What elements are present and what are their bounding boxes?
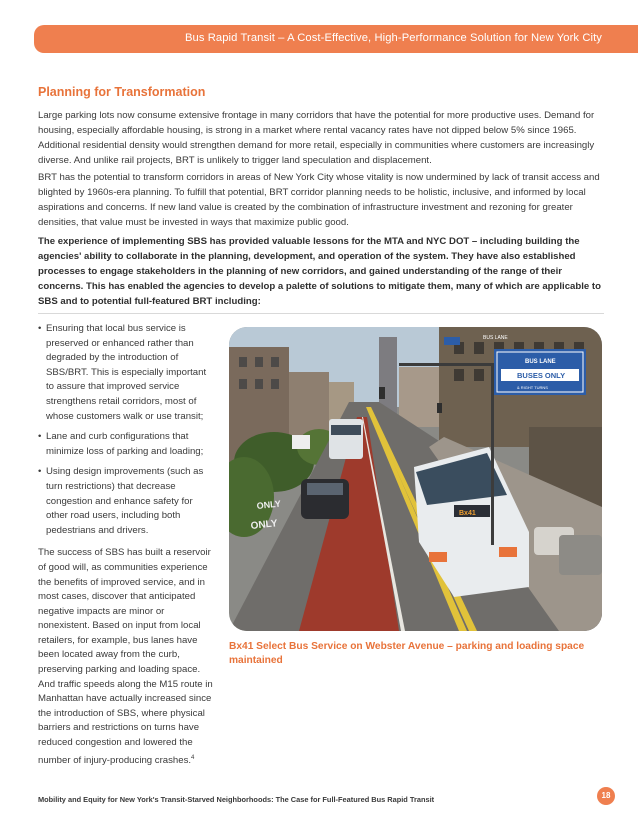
road-marking-only-2: ONLY	[250, 518, 279, 532]
header-band	[34, 25, 638, 53]
closing-paragraph	[38, 546, 216, 768]
street-photo-illustration	[229, 327, 602, 631]
footnote-marker: 4	[191, 754, 195, 761]
bullet-dot: •	[38, 466, 42, 478]
section-heading: Planning for Transformation	[38, 85, 206, 99]
sign-bus-lane: BUS LANE	[525, 359, 556, 365]
sign-top-bus-lane: BUS LANE	[483, 335, 508, 341]
photo-caption: Bx41 Select Bus Service on Webster Avenue – parking and loading space maintained	[229, 641, 585, 666]
left-column	[38, 322, 216, 768]
body-paragraph-2: BRT has the potential to transform corridors in areas of New York City whose vitality is now undermined by lack of transit access and blighted by 1960s-era planning. To fulfill that potential, BRT corridor planning needs to be holistic, inclusive, and informed by local aspirations and concerns. If new land value is created by the combination of infrastructure investment and rezoning for greater densities, that value must be invested in ways that maximize public good.	[38, 172, 600, 228]
bullet-text: Ensuring that local bus service is preserved or enhanced rather than degraded by the introduction of SBS/BRT. This is especially important to assure that improved service strengthens retail corridors, most of whose customers walk or use transit;	[46, 323, 207, 422]
street-photo	[229, 327, 602, 631]
body-paragraph-3-bold: The experience of implementing SBS has provided valuable lessons for the MTA and NYC DOT – including building the agencies' ability to collaborate in the planning, development, and operation of the system. They have also established processes to engage stakeholders in the planning of new corridors, and gained understanding of the range of their concerns. This has enabled the agencies to develop a palette of solutions to mitigate them, many of which are applicable to SBS and to potential full-featured BRT including:	[38, 236, 601, 307]
bullet-dot: •	[38, 431, 42, 443]
bullet-dot: •	[38, 323, 42, 334]
sign-right-turns: & RIGHT TURNS	[517, 385, 548, 390]
header-title: Bus Rapid Transit – A Cost-Effective, High-Performance Solution for New York City	[184, 32, 602, 44]
section-divider	[38, 313, 604, 314]
closing-paragraph-text: The success of SBS has built a reservoir of good will, as communities experience the benefits of improved service, and in most cases, discover that anticipated negative impacts are minor or nonexistent. Based on input from local retailers, for example, bus lanes have been located away from the curb, preserving parking and loading space. And traffic speeds along the M15 route in Manhattan have actually increased since the introduction of SBS, where physical barriers and restrictions on turns have reduced congestion and lowered the number of injury-producing crashes.	[38, 547, 213, 766]
road-marking-only-1: ONLY	[256, 498, 282, 511]
bullet-item	[38, 465, 216, 538]
bullet-item	[38, 430, 216, 459]
page-number-badge: 18	[597, 787, 615, 805]
footer-text: Mobility and Equity for New York's Transit-Starved Neighborhoods: The Case for Full-Featured Bus Rapid Transit	[38, 795, 435, 804]
bus-route-label: Bx41	[459, 510, 476, 517]
bullet-item	[38, 322, 216, 424]
bullet-text: Lane and curb configurations that minimize loss of parking and loading;	[46, 431, 204, 457]
bullet-text: Using design improvements (such as turn restrictions) that decrease congestion and enhance safety for other road users, including both pedestrians and drivers.	[46, 466, 204, 536]
body-paragraph-1: Large parking lots now consume extensive frontage in many corridors that have the potential for more productive uses. Demand for housing, especially affordable housing, is strong in a market where rental vacancy rates have not dipped below 5% since 1965. Additional residential density would strengthen demand for more retail, especially in communities where customers are increasingly diverse. And unlike rail projects, BRT is unlikely to trigger land speculation and displacement.	[38, 110, 595, 166]
sign-buses-only: BUSES ONLY	[517, 371, 566, 380]
